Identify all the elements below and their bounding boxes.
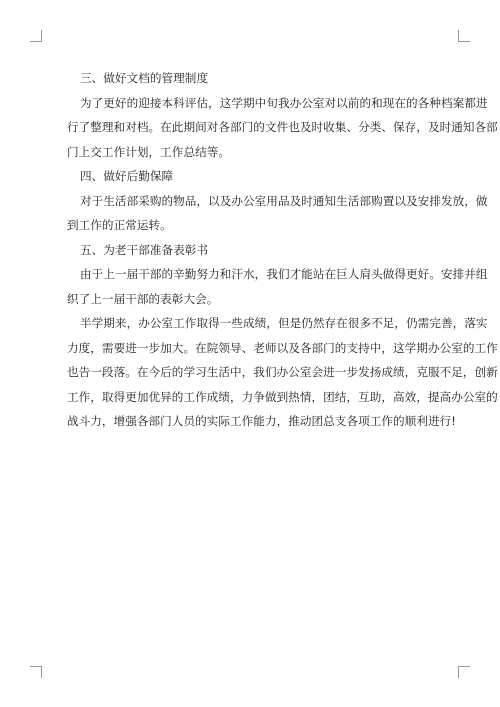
document-body — [67, 66, 498, 434]
paragraph-line: 工作，取得更加优异的工作成绩，力争做到热情，团结，互助，高效，提高办公室的 — [67, 389, 498, 404]
paragraph-line: 行了整理和对档。在此期间对各部门的文件也及时收集、分类、保存，及时通知各部 — [67, 120, 498, 134]
section-heading-commendation: 五、为老干部准备表彰书 — [80, 242, 209, 257]
paragraph-line: 战斗力，增强各部门人员的实际工作能力，推动团总支各项工作的顺利进行! — [67, 414, 456, 428]
section-paragraph-archives — [67, 91, 498, 165]
paragraph-line: 力度，需要进一步加大。在院领导、老师以及各部门的支持中，这学期办公室的工作 — [67, 340, 498, 355]
summary-paragraph — [67, 311, 498, 434]
paragraph-line: 织了上一届干部的表彰大会。 — [67, 291, 219, 306]
section-heading-archives: 三、做好文档的管理制度 — [80, 71, 209, 85]
paragraph-line: 由于上一届干部的辛勤努力和汗水，我们才能站在巨人肩头做得更好。安排并组 — [80, 267, 488, 281]
paragraph-line: 对于生活部采购的物品，以及办公室用品及时通知生活部购置以及安排发放，做 — [80, 193, 488, 208]
paragraph-line: 门上交工作计划，工作总结等。 — [67, 144, 231, 159]
paragraph-line: 半学期来，办公室工作取得一些成绩，但是仍然存在很多不足，仍需完善，落实 — [80, 316, 488, 330]
crop-mark-top-right — [458, 30, 470, 42]
crop-mark-bottom-left — [30, 666, 42, 678]
paragraph-line: 也告一段落。在今后的学习生活中，我们办公室会进一步发扬成绩，克服不足，创新 — [67, 365, 498, 379]
section-heading-logistics: 四、做好后勤保障 — [80, 169, 174, 183]
section-paragraph-commendation — [67, 262, 488, 311]
crop-mark-top-left — [30, 30, 42, 42]
section-paragraph-logistics — [67, 189, 488, 238]
paragraph-line: 到工作的正常运转。 — [67, 218, 172, 232]
crop-mark-bottom-right — [458, 666, 470, 678]
paragraph-line: 为了更好的迎接本科评估，这学期中旬我办公室对以前的和现在的各种档案都进 — [80, 95, 488, 110]
